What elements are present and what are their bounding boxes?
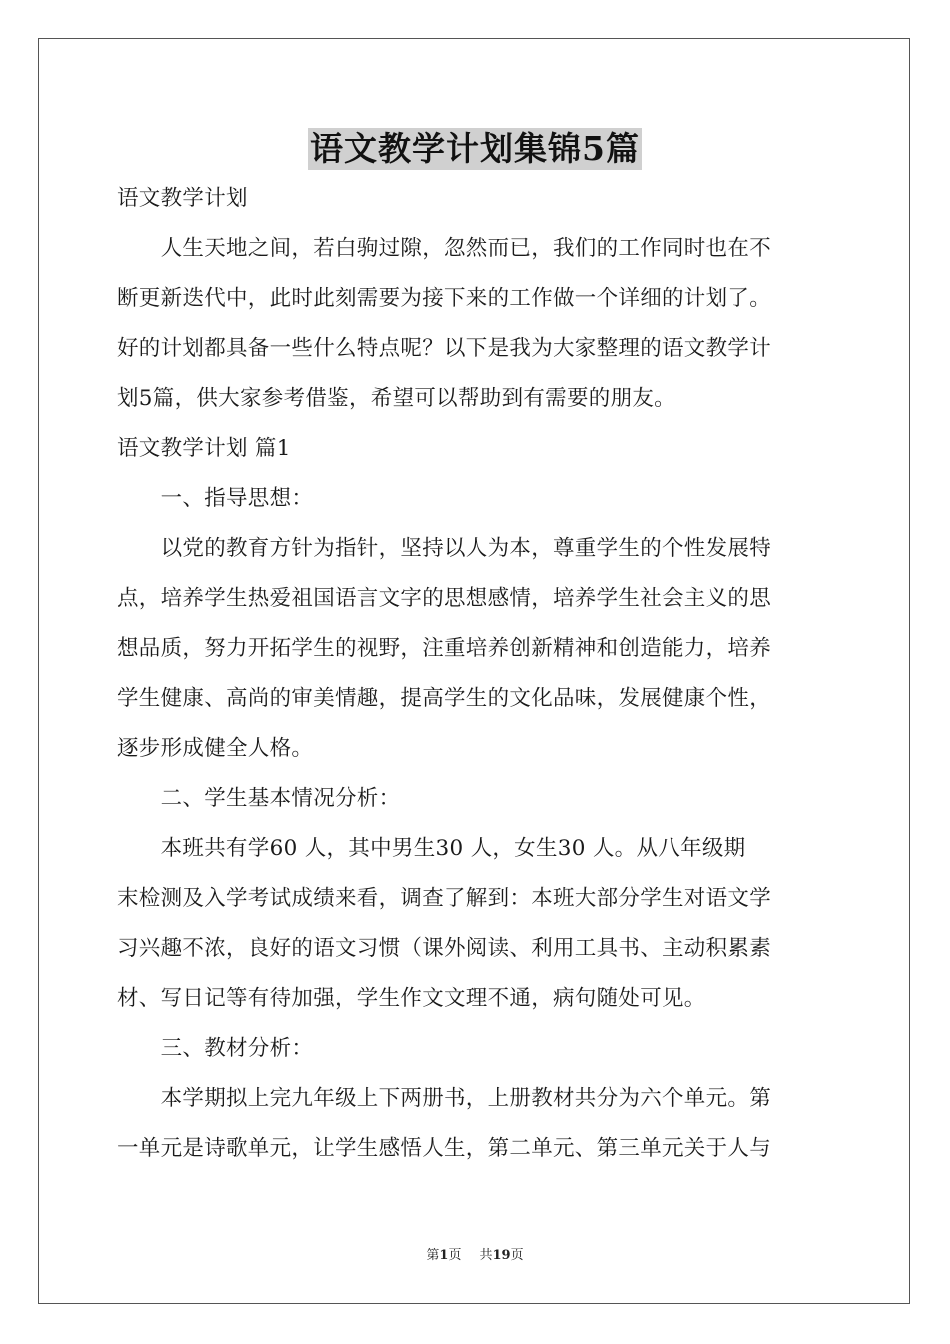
section-heading: 语文教学计划 <box>117 186 248 211</box>
paragraph-line: 断更新迭代中，此时此刻需要为接下来的工作做一个详细的计划了。 <box>117 286 772 311</box>
subsection-heading: 二、学生基本情况分析： <box>117 786 401 811</box>
page-suffix: 页 <box>448 1248 462 1263</box>
document-title: 语文教学计划集锦5篇 <box>310 129 640 168</box>
paragraph-line: 本班共有学60 人，其中男生30 人，女生30 人。从八年级期 <box>117 836 746 861</box>
paragraph-line: 划5篇，供大家参考借鉴，希望可以帮助到有需要的朋友。 <box>117 386 676 411</box>
paragraph-line: 好的计划都具备一些什么特点呢？以下是我为大家整理的语文教学计 <box>117 336 772 361</box>
page-border <box>38 38 910 1304</box>
page-prefix: 第 <box>426 1248 440 1263</box>
page-number: 1 <box>439 1248 449 1263</box>
paragraph-line: 逐步形成健全人格。 <box>117 736 314 761</box>
paragraph-line: 想品质，努力开拓学生的视野，注重培养创新精神和创造能力，培养 <box>117 636 772 661</box>
paragraph-line: 材、写日记等有待加强，学生作文文理不通，病句随处可见。 <box>117 986 706 1011</box>
total-suffix: 页 <box>510 1248 524 1263</box>
page-footer <box>0 1247 950 1265</box>
total-prefix: 共 <box>479 1248 493 1263</box>
paragraph-line: 本学期拟上完九年级上下两册书，上册教材共分为六个单元。第 <box>117 1086 772 1111</box>
subsection-heading: 一、指导思想： <box>117 486 314 511</box>
paragraph-line: 学生健康、高尚的审美情趣，提高学生的文化品味，发展健康个性， <box>117 686 772 711</box>
paragraph-line: 点，培养学生热爱祖国语言文字的思想感情，培养学生社会主义的思 <box>117 586 772 611</box>
paragraph-line: 人生天地之间，若白驹过隙，忽然而已，我们的工作同时也在不 <box>117 236 772 261</box>
section-heading: 语文教学计划 篇1 <box>117 436 291 461</box>
subsection-heading: 三、教材分析： <box>117 1036 314 1061</box>
paragraph-line: 一单元是诗歌单元，让学生感悟人生，第二单元、第三单元关于人与 <box>117 1136 772 1161</box>
total-pages: 19 <box>492 1248 511 1263</box>
paragraph-line: 以党的教育方针为指针，坚持以人为本，尊重学生的个性发展特 <box>117 536 772 561</box>
title-container <box>0 128 950 170</box>
paragraph-line: 末检测及入学考试成绩来看，调查了解到：本班大部分学生对语文学 <box>117 886 772 911</box>
paragraph-line: 习兴趣不浓，良好的语文习惯（课外阅读、利用工具书、主动积累素 <box>117 936 772 961</box>
